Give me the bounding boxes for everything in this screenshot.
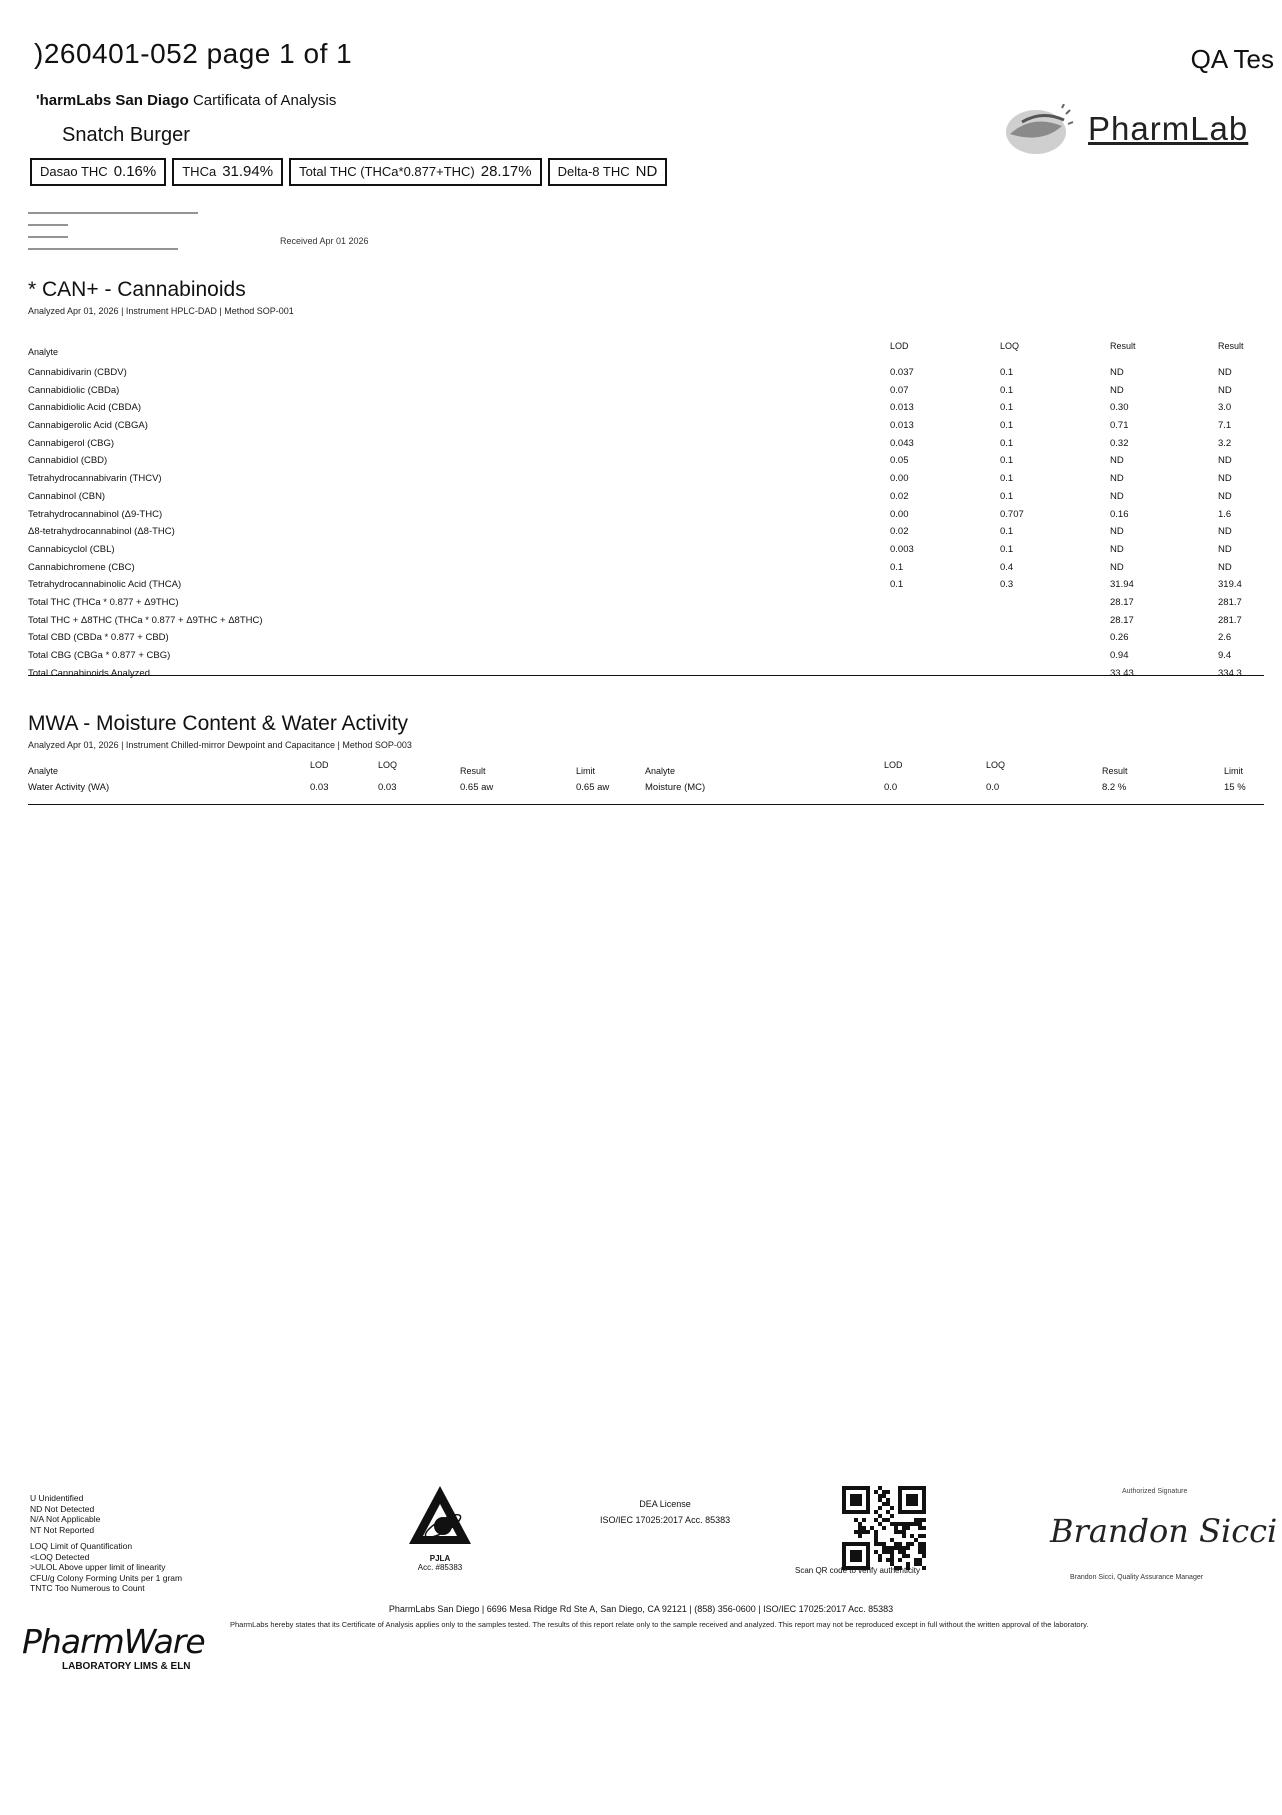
mwa-rule [28, 804, 1264, 805]
mwa-analyzed: Analyzed Apr 01, 2026 | Instrument Chilled-mirror Dewpoint and Capacitance | Method SOP-003 [28, 740, 412, 750]
signer-name: Brandon Sicci, Quality Assurance Manager [1070, 1574, 1204, 1581]
cell-result: ND [1110, 543, 1124, 555]
cell-result2: 281.7 [1218, 596, 1242, 608]
cell-loq: 0.1 [1000, 384, 1014, 396]
cell-result: ND [1110, 367, 1124, 378]
cell-lod: 0.05 [890, 455, 909, 467]
globe-icon [1002, 104, 1074, 158]
table-row [28, 417, 1264, 435]
cell-analyte: Total Cannabinoids Analyzed [28, 667, 151, 679]
doc-type: Cartificata of Analysis [192, 92, 337, 109]
product-name: Snatch Burger [62, 124, 190, 146]
cell-lod: 0.07 [890, 384, 909, 396]
cell-result2: 7.1 [1218, 420, 1232, 432]
mwa-header: Analyte LOD LOQ Result Limit Analyte LOD LOQ Result Limit [28, 760, 1244, 776]
cell-result: 28.17 [1110, 596, 1134, 608]
table-row [28, 559, 1264, 577]
table-row [28, 647, 1264, 665]
legend-item: CFU/g Colony Forming Units per 1 gram [30, 1572, 183, 1583]
col-analyte: Analyte [28, 347, 59, 357]
table-header [28, 338, 1264, 364]
legend-item: NT Not Reported [30, 1524, 95, 1535]
qa-title: QA Tes [1190, 44, 1274, 74]
lab-line [36, 92, 336, 109]
cell-result: 28.17 [1110, 614, 1134, 626]
pjla-accreditation [400, 1482, 480, 1582]
table-row [28, 399, 1264, 417]
col-result: Result [1110, 341, 1136, 351]
cell-result: ND [1110, 384, 1124, 396]
cell-analyte: Total CBG (CBGa * 0.877 + CBG) [28, 650, 171, 661]
table-row [28, 488, 1264, 506]
dea-iso [600, 1496, 730, 1528]
cell-lod: 0.02 [890, 526, 909, 538]
cell-result: 0.16 [1110, 508, 1129, 520]
cell-analyte: Tetrahydrocannabivarin (THCV) [28, 473, 162, 485]
cell-result: ND [1110, 561, 1124, 573]
cell-result: ND [1110, 455, 1124, 467]
cell-analyte: Total THC (THCa * 0.877 + Δ9THC) [28, 596, 179, 608]
table-row [28, 612, 1264, 630]
cell-loq: 0.3 [1000, 579, 1014, 591]
legend-item: ND Not Detected [30, 1503, 95, 1514]
table-row [28, 665, 1264, 683]
received-date: Received Apr 01 2026 [280, 236, 369, 246]
cell-loq: 0.1 [1000, 367, 1014, 378]
table-row [28, 435, 1264, 453]
cell-analyte: Cannabigerol (CBG) [28, 437, 115, 449]
cell-loq: 0.1 [1000, 455, 1014, 467]
qr-caption: Scan QR code to verify authenticity [795, 1566, 920, 1575]
signature-header: Authorized Signature [1122, 1488, 1188, 1495]
cell-result: 0.26 [1110, 632, 1129, 644]
cell-result: 0.30 [1110, 402, 1129, 414]
cell-analyte: Cannabidiolic (CBDa) [28, 384, 120, 396]
cell-lod: 0.043 [890, 437, 914, 449]
cell-result: 0.94 [1110, 650, 1129, 661]
cell-analyte: Cannabichromene (CBC) [28, 561, 135, 573]
mwa-table [28, 756, 1264, 800]
pharmware-logo [22, 1622, 205, 1672]
col-lod: LOD [890, 341, 909, 351]
cell-lod: 0.1 [890, 579, 904, 591]
cannabinoids-rows [28, 364, 1264, 682]
pjla-logo-icon [405, 1482, 475, 1552]
cell-result: ND [1110, 473, 1124, 485]
page-title: )260401-052 page 1 of 1 [34, 38, 353, 69]
table-row [28, 364, 1264, 382]
cell-result2: 9.4 [1218, 650, 1232, 661]
cell-result2: ND [1218, 367, 1232, 378]
cell-result2: ND [1218, 526, 1232, 538]
table-row [28, 576, 1264, 594]
cell-lod: 0.00 [890, 508, 909, 520]
cell-result2: ND [1218, 455, 1232, 467]
pharmlabs-logo [1002, 98, 1272, 164]
cell-lod: 0.013 [890, 402, 914, 414]
legend-item: LOQ Limit of Quantification [30, 1541, 133, 1551]
table-row [28, 523, 1264, 541]
cell-lod: 0.037 [890, 367, 914, 378]
cannabinoids-analyzed: Analyzed Apr 01, 2026 | Instrument HPLC-DAD | Method SOP-001 [28, 306, 294, 316]
mwa-title: MWA - Moisture Content & Water Activity [28, 712, 409, 735]
cell-result2: ND [1218, 384, 1232, 396]
cell-analyte: Cannabicyclol (CBL) [28, 543, 115, 555]
cell-analyte: Tetrahydrocannabinolic Acid (THCA) [28, 579, 182, 591]
cell-result2: 334.3 [1218, 667, 1242, 679]
cell-analyte: Total THC + Δ8THC (THCa * 0.877 + Δ9THC + Δ8THC) [28, 614, 263, 626]
qr-code[interactable] [842, 1486, 926, 1570]
cell-result2: 319.4 [1218, 579, 1242, 591]
sample-meta [28, 208, 228, 265]
cell-result: 0.71 [1110, 420, 1129, 432]
cell-result: 33.43 [1110, 667, 1134, 679]
meta-scribble [28, 208, 228, 262]
cannabinoids-title: * CAN+ - Cannabinoids [28, 278, 246, 301]
cell-analyte: Δ8-tetrahydrocannabinol (Δ8-THC) [28, 526, 175, 538]
legend-item: N/A Not Applicable [30, 1514, 101, 1524]
cell-result2: ND [1218, 490, 1232, 502]
cell-result2: 281.7 [1218, 614, 1242, 626]
lab-name: 'harmLabs San Diago [36, 92, 189, 109]
cell-result2: 3.2 [1218, 437, 1232, 449]
cell-analyte: Cannabidiolic Acid (CBDA) [28, 402, 141, 414]
mwa-row: Water Activity (WA) 0.03 0.03 0.65 aw 0.65 aw Moisture (MC) 0.0 0.0 8.2 % 15 % [28, 782, 1246, 793]
cell-analyte: Total CBD (CBDa * 0.877 + CBD) [28, 632, 169, 644]
cell-result: ND [1110, 490, 1124, 502]
legend-item: TNTC Too Numerous to Count [30, 1583, 145, 1593]
badge-thca: THCa 31.94% [172, 158, 283, 186]
cell-analyte: Cannabidiol (CBD) [28, 455, 108, 467]
cell-loq: 0.1 [1000, 402, 1014, 414]
table-rule [28, 675, 1264, 676]
cell-result: ND [1110, 526, 1124, 538]
iso-line: ISO/IEC 17025:2017 Acc. 85383 [600, 1515, 731, 1525]
cell-loq: 0.4 [1000, 561, 1014, 573]
dea-license: DEA License [639, 1499, 691, 1509]
pjla-label: PJLA [429, 1554, 451, 1563]
cell-result2: 3.0 [1218, 402, 1232, 414]
col-loq: LOQ [1000, 341, 1020, 351]
legend-item: U Unidentified [30, 1493, 84, 1503]
table-row [28, 452, 1264, 470]
col-result2: Result [1218, 341, 1244, 351]
logo-text: PharmLab [1088, 110, 1249, 147]
cell-loq: 0.707 [1000, 508, 1024, 520]
cell-loq: 0.1 [1000, 437, 1014, 449]
signature: Brandon Sicci [1050, 1512, 1278, 1550]
cell-result2: 1.6 [1218, 508, 1232, 520]
table-row [28, 541, 1264, 559]
table-row [28, 470, 1264, 488]
cell-result: 0.32 [1110, 437, 1129, 449]
cell-loq: 0.1 [1000, 420, 1014, 432]
cell-lod: 0.02 [890, 490, 909, 502]
badge-d9thc: Dasao THC 0.16% [30, 158, 166, 186]
cell-loq: 0.1 [1000, 543, 1014, 555]
lab-address: PharmLabs San Diego | 6696 Mesa Ridge Rd Ste A, San Diego, CA 92121 | (858) 356-0600 | ISO/IEC 17025:2017 Acc. 85383 [388, 1604, 894, 1614]
badge-total-thc: Total THC (THCa*0.877+THC) 28.17% [289, 158, 542, 186]
cell-lod: 0.013 [890, 420, 914, 432]
pjla-acc: Acc. #85383 [417, 1563, 463, 1572]
cell-loq: 0.1 [1000, 490, 1014, 502]
table-row [28, 506, 1264, 524]
cell-result: 31.94 [1110, 579, 1134, 591]
cell-result2: 2.6 [1218, 632, 1232, 644]
cell-lod: 0.003 [890, 543, 914, 555]
legend-item: <LOQ Detected [30, 1551, 90, 1562]
badge-d8thc: Delta-8 THC ND [548, 158, 668, 186]
summary-badges [30, 158, 667, 186]
table-row [28, 594, 1264, 612]
cannabinoids-table [28, 338, 1264, 682]
disclaimer: PharmLabs hereby states that its Certificate of Analysis applies only to the samples tested. The results of this report relate only to the sample received and analyzed. This report may not be reproduced except in full without the written approval of the laboratory. [230, 1620, 1089, 1629]
table-row [28, 382, 1264, 400]
cell-analyte: Cannabinol (CBN) [28, 490, 106, 502]
cell-analyte: Cannabigerolic Acid (CBGA) [28, 420, 148, 432]
cell-result2: ND [1218, 561, 1232, 573]
table-row [28, 629, 1264, 647]
cell-result2: ND [1218, 473, 1232, 485]
cell-loq: 0.1 [1000, 526, 1014, 538]
legend-item: >ULOL Above upper limit of linearity [30, 1562, 166, 1572]
cell-loq: 0.1 [1000, 473, 1014, 485]
cell-analyte: Tetrahydrocannabinol (Δ9-THC) [28, 508, 163, 520]
cell-result2: ND [1218, 543, 1232, 555]
pharmware-text: PharmWare [22, 1622, 205, 1661]
cell-analyte: Cannabidivarin (CBDV) [28, 367, 127, 378]
cell-lod: 0.1 [890, 561, 904, 573]
cell-lod: 0.00 [890, 473, 909, 485]
abbreviation-legend [30, 1493, 182, 1594]
pharmware-sub: LABORATORY LIMS & ELN [62, 1661, 191, 1672]
